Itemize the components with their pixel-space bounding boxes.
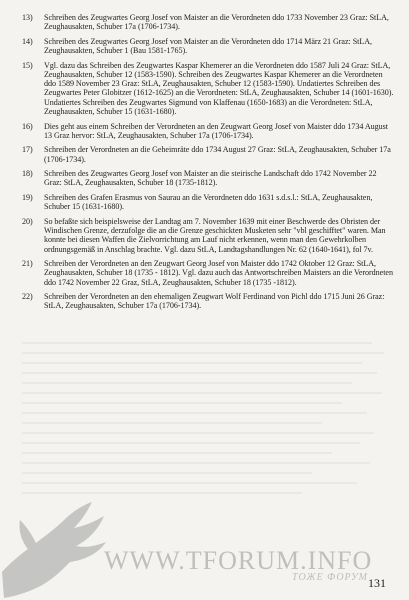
footnote-text: Schreiben der Verordneten an den Zeugwart Georg Josef von Maister ddo 1742 Oktober 12 Graz: StLA, Zeughausakten, Schuber 18 (1735 - 1812). Vgl. dazu auch das Antwortschreiben Maisters an die Verordneten ddo 1742 November 22 Graz, StLA, Zeughausakten, Schuber 18 (1735 -1812). <box>44 259 393 287</box>
footnote-number: 21) <box>22 259 33 269</box>
footnote <box>22 61 394 117</box>
footnote-text: Schreiben der Verordneten an den ehemaligen Zeugwart Wolf Ferdinand von Pichl ddo 1715 Juni 26 Graz: StLA, Zeughausakten, Schuber 17a (1706-1734). <box>44 292 385 311</box>
footnote-number: 17) <box>22 145 33 155</box>
footnote-text: Schreiben des Grafen Erasmus von Saurau an die Verordneten ddo 1631 s.d.s.l.: StLA, Zeughausakten, Schuber 15 (1631-1680). <box>44 192 373 212</box>
footnote-number: 22) <box>22 292 33 302</box>
footnote <box>22 259 394 287</box>
footnote <box>22 122 394 141</box>
footnote-text: Dies geht aus einem Schreiben der Verordneten an den Zeugwart Georg Josef von Maister ddo 1734 August 13 Graz hervor: StLA, Zeughausakten, Schuber 17a (1706-1734). <box>44 121 388 140</box>
footnote-number: 20) <box>22 216 33 226</box>
footnote-text: Schreiben des Zeugwartes Georg Josef von Maister an die Verordneten ddo 1714 März 21 Graz: StLA, Zeughausakten, Schuber 1 (Bau 1581-1765). <box>44 36 373 56</box>
footnote <box>22 13 394 32</box>
watermark-subtitle: ТОЖЕ ФОРУМ <box>292 572 369 583</box>
footnote-number: 13) <box>22 13 33 22</box>
footnote-number: 19) <box>22 192 33 202</box>
footnote <box>22 217 394 254</box>
footnote <box>22 169 394 188</box>
footnote-number: 14) <box>22 36 33 46</box>
footnote <box>22 145 394 164</box>
footnote-text: Schreiben der Verordneten an die Geheimräte ddo 1734 August 27 Graz: StLA, Zeughausakten, Schuber 17a (1706-1734). <box>44 145 391 164</box>
footnote-number: 18) <box>22 169 33 179</box>
footnote-number: 16) <box>22 121 33 131</box>
watermark-text: WWW.TFORUM.INFO <box>104 546 373 575</box>
footnotes-list <box>22 13 394 316</box>
footnote-text: So befaßte sich beispielsweise der Landtag am 7. November 1639 mit einer Beschwerde des Obristen der Windischen Grenze, derzufolge die an die Grenze geschickten Musketen sehr "vbl geschifftet" waren. Man konnte bei diesen Waffen die Zielvorrichtung am Lauf nicht erkennen, wenn man den Gewehrkolben ordnungsgemäß in Anschlag brachte. Vgl. dazu StLA, Landtagshandlungen Nr. 62 (1640-1641), fol 7v. <box>44 216 386 254</box>
footnote-text: Schreiben des Zeugwartes Georg Josef von Maister an die Verordneten ddo 1733 November 23 Graz: StLA, Zeughausakten, Schuber 17a (1706-1734). <box>44 13 389 32</box>
footnote <box>22 37 394 56</box>
footnote <box>22 193 394 212</box>
footnote-text: Schreiben des Zeugwartes Georg Josef von Maister an die steirische Landschaft ddo 1742 November 22 Graz: StLA, Zeughausakten, Schuber 18 (1735-1812). <box>44 169 377 188</box>
footnote <box>22 292 394 311</box>
footnote-text: Vgl. dazu das Schreiben des Zeugwartes Kaspar Khemerer an die Verordneten ddo 1587 Juli 24 Graz: StLA, Zeughausakten, Schuber 12 (1583-1590). Schreiben des Zeugwartes Kaspar Khemerer an die Verordneten ddo 1589 November 23 Graz: StLA, Zeughausakten, Schuber 12 (1583-1590). Undatiertes Schreiben des Zeugwartes Peter Globitzer (1612-1625) an die Verordneten: StLA, Zeughausakten, Schuber 14 (1601-1630). Undatiertes Schreiben des Zeugwartes Sigmund von Klaffenau (1650-1683) an die Verordneten: StLA, Zeughausakten, Schuber 15 (1631-1680). <box>44 60 394 117</box>
page-number: 131 <box>368 576 386 590</box>
footnote-number: 15) <box>22 60 33 70</box>
